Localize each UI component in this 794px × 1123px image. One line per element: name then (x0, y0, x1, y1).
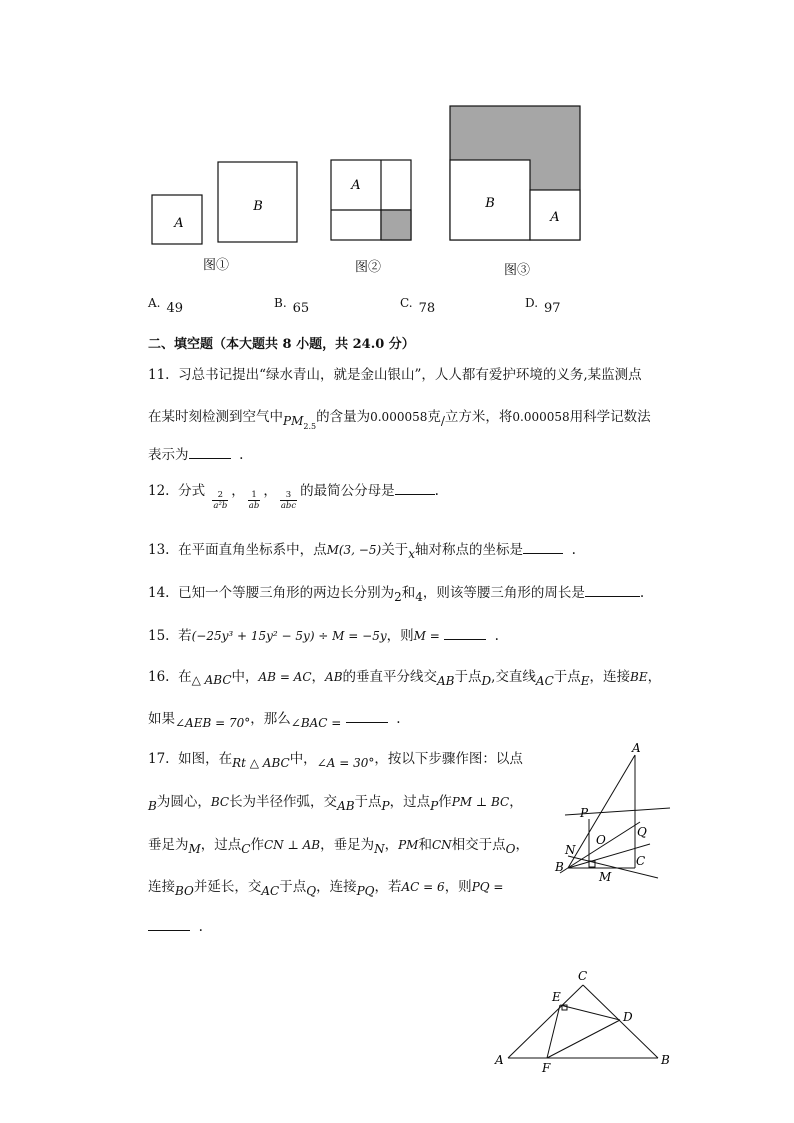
side-ac (508, 985, 583, 1058)
square-a-label: A (550, 210, 560, 225)
q16-line2: 如果∠AEB = 70°，那么∠BAC = . (148, 711, 401, 730)
label-a: A (495, 1053, 504, 1067)
q17-line5: . (148, 918, 203, 936)
figure-3 (450, 106, 580, 240)
label-q: Q (637, 825, 647, 839)
label-e: E (552, 990, 561, 1004)
label-b: B (555, 860, 564, 874)
option-b[interactable]: B. $_{65}$ (274, 296, 310, 316)
q17-line4: 连接BO并延长，交AC于点Q，连接PQ，若AC = 6，则PQ = (148, 879, 504, 898)
label-f: F (542, 1061, 551, 1075)
label-c: C (636, 854, 646, 868)
label-m: M (599, 870, 612, 884)
q13: 13. 在平面直角坐标系中，点M(3, −5)关于x轴对称点的坐标是 . (148, 542, 576, 561)
figure-3-caption: 图③ (504, 263, 531, 278)
side-cb (583, 985, 658, 1058)
label-a: A (632, 741, 641, 755)
fraction-3: $\frac{3}{\text{abc}}$ (280, 490, 297, 511)
section-heading: 二、填空题（本大题共 8 小题，共 24.0 分） (148, 337, 415, 352)
fraction-2: $\frac{1}{ab}$ (248, 490, 260, 511)
square-a-label: A (174, 216, 184, 231)
figures-row (0, 0, 794, 300)
figure-1-caption: 图① (203, 258, 230, 273)
q16-line1: 16. 在△ ABC中，AB = AC，AB的垂直平分线交AB于点D,交直线AC于点E，连接BE， (148, 669, 662, 688)
shaded-square (381, 210, 411, 240)
option-a[interactable]: A. $_{49}$ (148, 296, 184, 316)
answer-blank[interactable] (395, 482, 435, 495)
label-n: N (565, 843, 576, 857)
answer-blank[interactable] (444, 627, 486, 640)
label-o: O (596, 833, 606, 847)
q17-line3: 垂足为M，过点C作CN ⊥ AB，垂足为N，PM和CN相交于点O， (148, 837, 529, 856)
square-b-label: B (485, 196, 495, 211)
line-ef (547, 1005, 560, 1058)
q11-line3: 表示为 . (148, 447, 244, 463)
q15: 15. 若(−25y³ + 15y² − 5y) ÷ M = −5y，则M = . (148, 628, 499, 644)
q12: 12. 分式 $\frac{2}{\text{a²b}}$ ， $\frac{1}{ab}$ ， $\frac{3}{\text{abc}}$ 的最简公分母是 . (148, 483, 439, 511)
figure-1 (152, 162, 297, 244)
label-b: B (661, 1053, 670, 1067)
answer-blank[interactable] (346, 710, 388, 723)
square-b-label: B (253, 199, 263, 214)
q11-line2: 在某时刻检测到空气中$PM_{2.5}$的含量为0.000058克/立方米，将0.000058用科学记数法 (148, 409, 651, 431)
label-p: P (580, 806, 589, 820)
figure-2-caption: 图② (355, 260, 382, 275)
q14: 14. 已知一个等腰三角形的两边长分别为2和4，则该等腰三角形的周长是 . (148, 585, 645, 604)
label-c: C (578, 969, 588, 983)
answer-blank[interactable] (585, 584, 640, 597)
q17-line1: 17. 如图，在Rt △ ABC中，∠A = 30°，按以下步骤作图：以点 (148, 751, 523, 770)
fraction-1: $\frac{2}{\text{a²b}}$ (213, 490, 228, 511)
q11-line1: 11. 习总书记提出“绿水青山，就是金山银山”，人人都有爱护环境的义务,某监测点 (148, 367, 642, 383)
answer-blank[interactable] (523, 541, 563, 554)
option-c[interactable]: C. $_{78}$ (400, 296, 436, 316)
q18-figure (490, 965, 680, 1075)
line-fd (547, 1020, 620, 1058)
answer-blank[interactable] (189, 446, 231, 459)
figure-2 (331, 160, 411, 240)
answer-blank[interactable] (148, 918, 190, 931)
q17-figure (540, 740, 680, 890)
label-d: D (623, 1010, 633, 1024)
q17-line2: B为圆心，BC长为半径作弧，交AB于点P，过点P作PM ⊥ BC， (148, 794, 523, 813)
option-d[interactable]: D. $_{97}$ (525, 296, 561, 316)
label-a: A (351, 178, 361, 193)
